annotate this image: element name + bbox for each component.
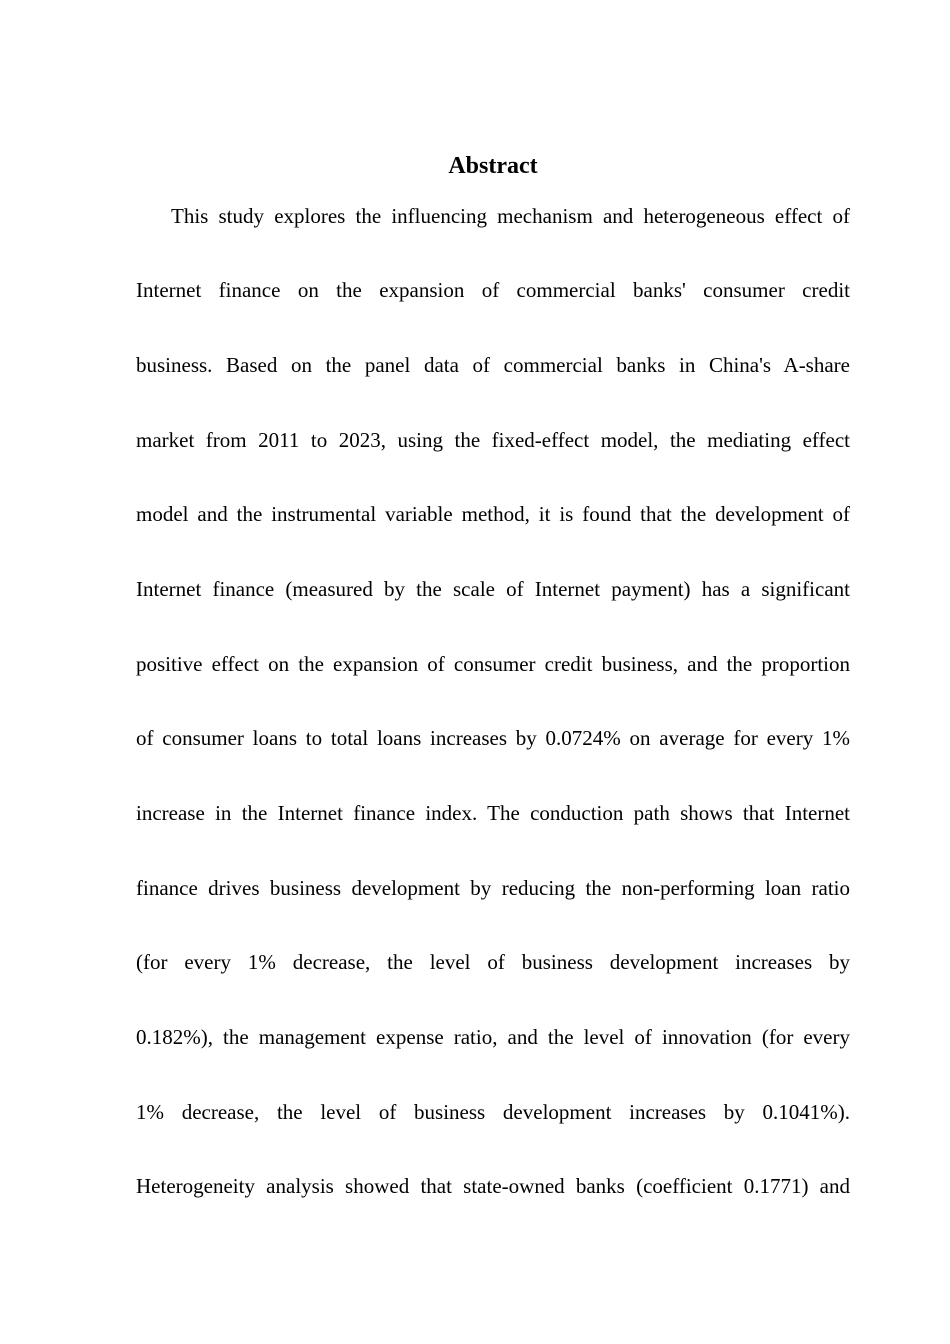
abstract-title: Abstract [448,153,538,179]
abstract-line-12: 0.182%), the management expense ratio, and the level of innovation (for every [136,1025,850,1049]
abstract-line-10: finance drives business development by reducing the non-performing loan ratio [136,876,850,900]
abstract-line-7: positive effect on the expansion of consumer credit business, and the proportion [136,652,850,676]
abstract-line-5: model and the instrumental variable method, it is found that the development of [136,502,850,526]
abstract-line-11: (for every 1% decrease, the level of business development increases by [136,950,850,974]
abstract-line-6: Internet finance (measured by the scale of Internet payment) has a significant [136,577,850,601]
abstract-line-8: of consumer loans to total loans increases by 0.0724% on average for every 1% [136,726,850,750]
abstract-line-9: increase in the Internet finance index. The conduction path shows that Internet [136,801,850,825]
abstract-line-13: 1% decrease, the level of business development increases by 0.1041%). [136,1100,850,1124]
abstract-line-2: Internet finance on the expansion of commercial banks' consumer credit [136,278,850,302]
abstract-line-1: This study explores the influencing mechanism and heterogeneous effect of [171,204,850,228]
abstract-line-3: business. Based on the panel data of commercial banks in China's A-share [136,353,850,377]
abstract-line-14: Heterogeneity analysis showed that state-owned banks (coefficient 0.1771) and [136,1174,850,1198]
abstract-line-4: market from 2011 to 2023, using the fixed-effect model, the mediating effect [136,428,850,452]
